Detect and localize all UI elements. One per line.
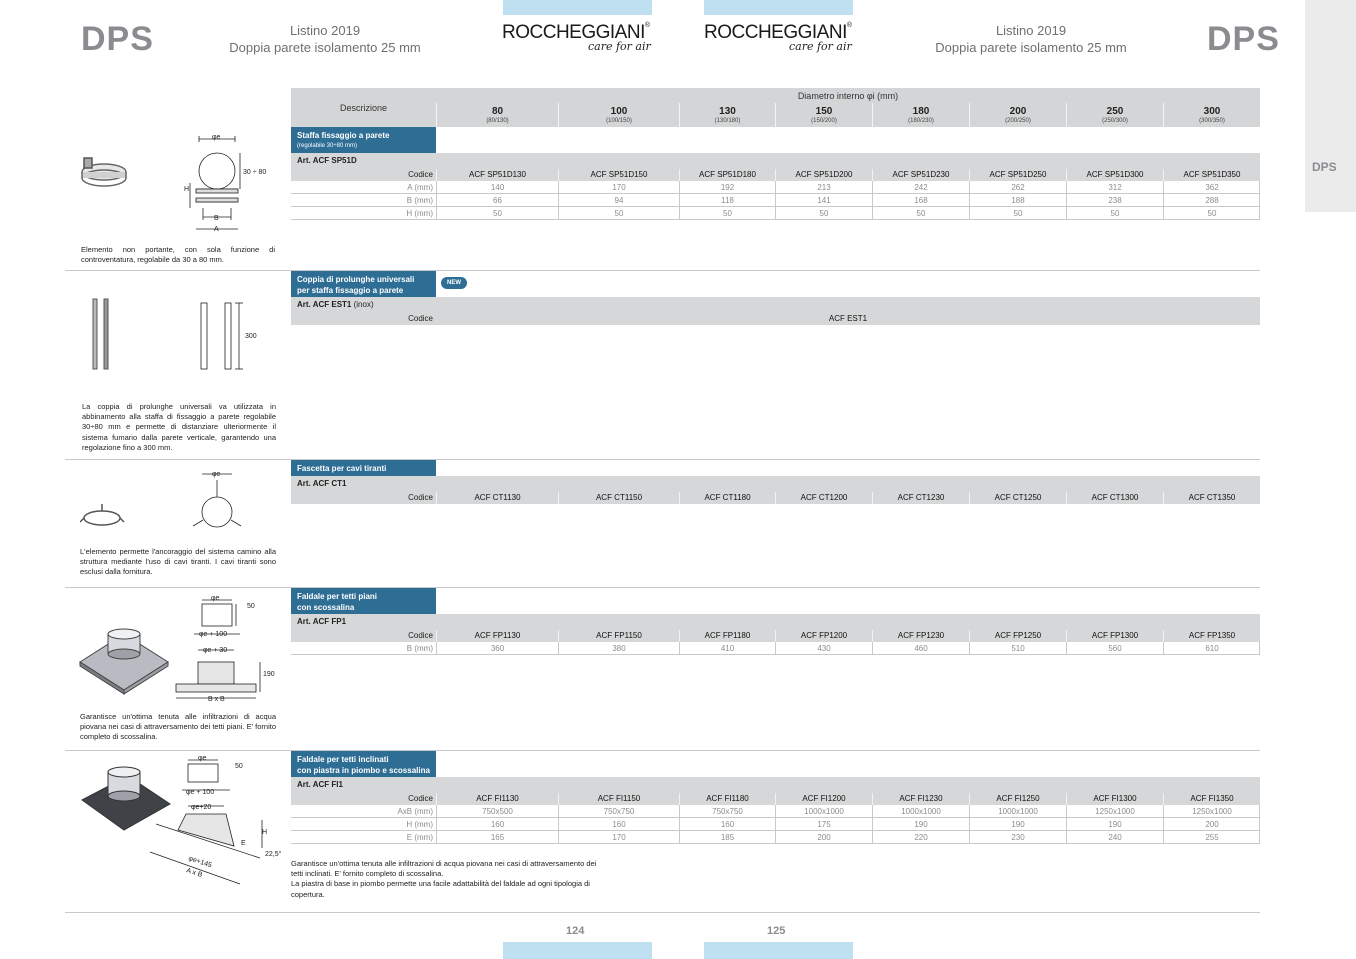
header-column-outer: (80/130) <box>486 118 509 124</box>
section-title-staffa <box>291 127 436 153</box>
header-column-outer: (130/180) <box>714 118 741 124</box>
staffa-codice-cell: ACF SP51D230 <box>872 169 969 181</box>
left-listino-year: Listino 2019 <box>289 23 361 38</box>
fascetta-drawing <box>193 474 241 527</box>
faldale_piani-codice-cell: ACF FP1150 <box>558 630 679 642</box>
faldale_inclinati-dim-cell: 1000x1000 <box>775 805 872 818</box>
faldale-inclinati-codice-label: Codice <box>408 794 433 803</box>
staffa-dim-cell: 50 <box>679 207 775 220</box>
header-column <box>872 103 969 127</box>
header-column-outer: (180/230) <box>908 118 934 124</box>
faldale_inclinati-codice-cell: ACF FI1230 <box>872 793 969 805</box>
faldale_inclinati-dim-cell: 1250x1000 <box>1066 805 1163 818</box>
header-column-outer: (250/300) <box>1102 118 1128 124</box>
staffa-codice-cell: ACF SP51D350 <box>1163 169 1260 181</box>
prolunghe-art-suffix: (inox) <box>353 300 374 309</box>
faldale-piani-art: Art. ACF FP1 <box>297 617 347 626</box>
faldale-piani-dim-30: φe + 30 <box>203 647 228 654</box>
faldale-piani-dim-bxb: B x B <box>208 696 225 703</box>
faldale_piani-codice-cell: ACF FP1230 <box>872 630 969 642</box>
faldale_piani-dim-cell: 460 <box>872 642 969 655</box>
fascetta-codice-cell: ACF CT1230 <box>872 492 969 504</box>
prolunghe-photo <box>93 299 108 369</box>
fascetta-codice-cell: ACF CT1180 <box>679 492 775 504</box>
faldale-inclinati-title-line2: con piastra in piombo e scossalina <box>297 766 430 775</box>
faldale_inclinati-codice-cell: ACF FI1350 <box>1163 793 1260 805</box>
header-column-outer: (200/250) <box>1005 118 1031 124</box>
faldale_inclinati-codice-cell: ACF FI1130 <box>436 793 558 805</box>
section-title-fascetta <box>291 460 436 476</box>
faldale-piani-illustration <box>78 592 288 707</box>
faldale-inclinati-dim-e: E <box>241 840 246 847</box>
faldale_piani-codice-cell: ACF FP1200 <box>775 630 872 642</box>
faldale-piani-dim-190: 190 <box>263 671 275 678</box>
faldale_piani-codice-cell: ACF FP1250 <box>969 630 1066 642</box>
staffa-dim-h: H <box>184 186 190 193</box>
faldale-piani-photo <box>80 629 168 694</box>
staffa-codice-cell: ACF SP51D300 <box>1066 169 1163 181</box>
header-column-diameter: 200 <box>1009 106 1027 117</box>
staffa-dim-label: H (mm) <box>406 209 433 218</box>
separator-4 <box>65 750 1260 751</box>
header-diametro: Diametro interno φi (mm) <box>436 88 1260 103</box>
faldale-piani-dim-phi: φe <box>211 595 220 602</box>
fascetta-photo <box>80 504 124 525</box>
faldale-inclinati-photo <box>82 767 170 830</box>
fascetta-codice-cell: ACF CT1250 <box>969 492 1066 504</box>
faldale-inclinati-dim-50: 50 <box>235 763 243 770</box>
faldale-inclinati-desc-line1: Garantisce un'ottima tenuta alle infiltrazioni di acqua piovana nei casi di attraversamento dei <box>291 859 597 868</box>
faldale-piani-dim-50: 50 <box>247 603 255 610</box>
left-listino <box>215 22 435 56</box>
fascetta-codice-cell: ACF CT1200 <box>775 492 872 504</box>
staffa-dim-cell: 362 <box>1163 181 1260 194</box>
header-column-diameter: 250 <box>1106 106 1124 117</box>
staffa-title: Staffa fissaggio a parete <box>297 131 390 140</box>
faldale-piani-title-line1: Faldale per tetti piani <box>297 592 378 601</box>
faldale_piani-dim-label: B (mm) <box>406 644 433 653</box>
fascetta-codice-label: Codice <box>408 493 433 502</box>
staffa-dim-border <box>1259 194 1260 207</box>
brand-mark: ® <box>846 22 852 29</box>
side-tab <box>1305 0 1356 212</box>
staffa-codice-cell: ACF SP51D150 <box>558 169 679 181</box>
faldale_inclinati-codice-cell: ACF FI1150 <box>558 793 679 805</box>
staffa-description: Elemento non portante, con sola funzione di controventatura, regolabile da 30 a 80 mm. <box>81 245 275 265</box>
side-tab-label: DPS <box>1312 160 1337 174</box>
faldale_inclinati-dim-cell: 190 <box>969 818 1066 831</box>
prolunghe-description: La coppia di prolunghe universali va utilizzata in abbinamento alla staffa di fissaggio a parete regolabile 30÷80 mm e permette di distanziare ulteriormente il sistema fumario dalla parete verticale, garantendo una regolazione fino a 300 mm. <box>82 402 276 452</box>
bottom-tab-left <box>503 942 652 959</box>
faldale-inclinati-dim-145: φe+145 <box>187 855 213 870</box>
page-number-right: 125 <box>767 925 786 937</box>
faldale_piani-codice-cell: ACF FP1180 <box>679 630 775 642</box>
faldale-inclinati-dim-20: φe+20 <box>191 804 212 811</box>
header-column <box>558 103 679 127</box>
faldale_inclinati-dim-cell: 160 <box>558 818 679 831</box>
staffa-dim-range: 30 ÷ 80 <box>243 169 267 176</box>
faldale-piani-description: Garantisce un'ottima tenuta alle infiltrazioni di acqua piovana nei casi di attraversamento dei tetti piani. E' fornito completo di scossalina. <box>80 712 276 742</box>
header-column-outer: (150/200) <box>811 118 837 124</box>
faldale_inclinati-codice-cell: ACF FI1300 <box>1066 793 1163 805</box>
faldale_inclinati-dim-border <box>1259 805 1260 818</box>
faldale_inclinati-dim-label: H (mm) <box>406 820 433 829</box>
fascetta-art: Art. ACF CT1 <box>297 479 347 488</box>
staffa-dim-cell: 168 <box>872 194 969 207</box>
faldale_inclinati-dim-cell: 1250x1000 <box>1163 805 1260 818</box>
faldale_inclinati-codice-cell: ACF FI1200 <box>775 793 872 805</box>
staffa-dim-cell: 188 <box>969 194 1066 207</box>
faldale_inclinati-dim-cell: 175 <box>775 818 872 831</box>
header-column-diameter: 100 <box>610 106 628 117</box>
fascetta-illustration <box>80 466 280 536</box>
faldale_piani-dim-cell: 380 <box>558 642 679 655</box>
header-column-diameter: 150 <box>815 106 833 117</box>
right-listino-year: Listino 2019 <box>995 23 1067 38</box>
faldale_inclinati-dim-cell: 750x500 <box>436 805 558 818</box>
faldale_inclinati-dim-label: E (mm) <box>406 833 433 842</box>
faldale_inclinati-dim-cell: 1000x1000 <box>872 805 969 818</box>
header-column-diameter: 130 <box>719 106 736 117</box>
header-column-diameter: 80 <box>491 106 504 117</box>
staffa-dim-cell: 213 <box>775 181 872 194</box>
page-number-left: 124 <box>566 925 585 937</box>
faldale_piani-dim-cell: 610 <box>1163 642 1260 655</box>
header-column <box>679 103 775 127</box>
faldale_inclinati-dim-cell: 190 <box>872 818 969 831</box>
brand-mark: ® <box>644 22 650 29</box>
header-column <box>775 103 872 127</box>
staffa-dim-label: A (mm) <box>407 183 433 192</box>
staffa-dim-phi: φe <box>212 134 221 141</box>
brand-tagline: care for air <box>588 40 651 53</box>
header-column <box>1163 103 1260 127</box>
faldale_inclinati-dim-cell: 185 <box>679 831 775 844</box>
faldale-inclinati-desc-line3: La piastra di base in piombo permette una facile adattabilità del faldale ad ogni tipologia di <box>291 879 590 889</box>
staffa-dim-border <box>1259 207 1260 220</box>
staffa-dim-a: A <box>214 226 219 233</box>
faldale-inclinati-dim-phi: φe <box>198 755 207 762</box>
staffa-dim-cell: 50 <box>872 207 969 220</box>
faldale_inclinati-codice-cell: ACF FI1180 <box>679 793 775 805</box>
section-title-faldale-inclinati <box>291 751 436 777</box>
faldale_inclinati-dim-cell: 160 <box>679 818 775 831</box>
faldale_inclinati-dim-cell: 220 <box>872 831 969 844</box>
faldale-inclinati-desc-line4: copertura. <box>291 889 325 899</box>
staffa-dim-cell: 192 <box>679 181 775 194</box>
staffa-dim-cell: 288 <box>1163 194 1260 207</box>
staffa-art: Art. ACF SP51D <box>297 156 357 165</box>
staffa-codice-cell: ACF SP51D250 <box>969 169 1066 181</box>
separator-1 <box>65 270 1260 271</box>
faldale_piani-dim-cell: 560 <box>1066 642 1163 655</box>
right-series-code: DPS <box>1207 20 1280 58</box>
staffa-dim-cell: 66 <box>436 194 558 207</box>
staffa-dim-cell: 50 <box>558 207 679 220</box>
header-column-outer: (100/150) <box>606 118 632 124</box>
top-tab-left <box>503 0 652 15</box>
separator-2 <box>65 459 1260 460</box>
prolunghe-codice: ACF EST1 <box>828 314 868 323</box>
faldale_piani-dim-cell: 410 <box>679 642 775 655</box>
staffa-dim-cell: 50 <box>969 207 1066 220</box>
prolunghe-art-code: Art. ACF EST1 <box>297 300 352 309</box>
staffa-illustration <box>78 128 278 236</box>
top-tab-right <box>704 0 853 15</box>
header-column <box>1066 103 1163 127</box>
faldale_inclinati-dim-border <box>1259 818 1260 831</box>
staffa-dim-cell: 50 <box>1163 207 1260 220</box>
faldale-inclinati-title-line1: Faldale per tetti inclinati <box>297 755 389 764</box>
staffa-dim-border <box>1259 181 1260 194</box>
section-title-prolunghe <box>291 271 436 297</box>
faldale_inclinati-dim-cell: 750x750 <box>558 805 679 818</box>
staffa-subtitle: (regolabile 30÷80 mm) <box>297 143 357 149</box>
separator-5 <box>65 912 1260 913</box>
faldale_piani-dim-cell: 430 <box>775 642 872 655</box>
faldale-inclinati-art: Art. ACF FI1 <box>297 780 343 789</box>
staffa-codice-cell: ACF SP51D180 <box>679 169 775 181</box>
new-badge: NEW <box>441 277 467 289</box>
prolunghe-title-line2: per staffa fissaggio a parete <box>297 286 404 295</box>
faldale_inclinati-dim-cell: 230 <box>969 831 1066 844</box>
header-column-diameter: 180 <box>912 106 930 117</box>
fascetta-codice-cell: ACF CT1300 <box>1066 492 1163 504</box>
staffa-dim-cell: 50 <box>775 207 872 220</box>
header-descrizione: Descrizione <box>291 88 436 127</box>
staffa-dim-label: B (mm) <box>406 196 433 205</box>
fascetta-dim-phi: φe <box>212 471 221 478</box>
fascetta-codice-cell: ACF CT1150 <box>558 492 679 504</box>
fascetta-codice-cell: ACF CT1350 <box>1163 492 1260 504</box>
prolunghe-drawing <box>201 303 243 369</box>
prolunghe-art-row <box>291 297 1260 325</box>
brand-name: ROCCHEGGIANI <box>704 22 847 43</box>
fascetta-description: L'elemento permette l'ancoraggio del sistema camino alla struttura mediante l'uso di cavi tiranti. I cavi tiranti sono esclusi dalla fornitura. <box>80 547 276 577</box>
prolunghe-illustration <box>85 293 285 375</box>
faldale_piani-dim-cell: 360 <box>436 642 558 655</box>
bottom-tab-right <box>704 942 853 959</box>
staffa-dim-cell: 140 <box>436 181 558 194</box>
faldale-inclinati-dim-100: φe + 100 <box>186 789 215 796</box>
staffa-codice-cell: ACF SP51D130 <box>436 169 558 181</box>
faldale_piani-codice-cell: ACF FP1350 <box>1163 630 1260 642</box>
faldale-piani-codice-label: Codice <box>408 631 433 640</box>
separator-3 <box>65 587 1260 588</box>
faldale_inclinati-codice-cell: ACF FI1250 <box>969 793 1066 805</box>
header-column <box>969 103 1066 127</box>
faldale-inclinati-dim-h: H <box>262 829 268 836</box>
faldale_inclinati-dim-cell: 160 <box>436 818 558 831</box>
staffa-dim-cell: 94 <box>558 194 679 207</box>
faldale_inclinati-dim-cell: 255 <box>1163 831 1260 844</box>
staffa-dim-b: B <box>214 215 219 222</box>
faldale-inclinati-desc-line2: tetti inclinati. E' fornito completo di scossalina. <box>291 869 444 879</box>
faldale-inclinati-dim-angle: 22,5° <box>265 851 282 858</box>
staffa-dim-cell: 312 <box>1066 181 1163 194</box>
prolunghe-codice-label: Codice <box>408 314 433 323</box>
prolunghe-dim-300: 300 <box>245 333 257 340</box>
faldale_piani-dim-cell: 510 <box>969 642 1066 655</box>
prolunghe-title-line1: Coppia di prolunghe universali <box>297 275 415 284</box>
faldale_piani-codice-cell: ACF FP1130 <box>436 630 558 642</box>
staffa-dim-cell: 141 <box>775 194 872 207</box>
left-series-code: DPS <box>81 20 154 58</box>
faldale_inclinati-dim-cell: 190 <box>1066 818 1163 831</box>
faldale_inclinati-dim-cell: 200 <box>775 831 872 844</box>
faldale_inclinati-dim-cell: 750x750 <box>679 805 775 818</box>
right-listino-desc: Doppia parete isolamento 25 mm <box>935 40 1127 55</box>
staffa-photo <box>82 158 126 186</box>
brand-name: ROCCHEGGIANI <box>502 22 645 43</box>
header-column-outer: (300/350) <box>1199 118 1225 124</box>
brand-tagline: care for air <box>789 40 852 53</box>
header-column-diameter: 300 <box>1203 106 1221 117</box>
faldale_inclinati-dim-cell: 200 <box>1163 818 1260 831</box>
faldale-inclinati-illustration <box>78 752 290 894</box>
faldale_piani-dim-border <box>1259 642 1260 655</box>
faldale-piani-title-line2: con scossalina <box>297 603 355 612</box>
header-column <box>436 103 558 127</box>
fascetta-codice-cell: ACF CT1130 <box>436 492 558 504</box>
faldale_inclinati-dim-border <box>1259 831 1260 844</box>
faldale-inclinati-description <box>291 859 651 900</box>
faldale_piani-codice-cell: ACF FP1300 <box>1066 630 1163 642</box>
faldale-inclinati-dim-axb: A x B <box>185 867 204 879</box>
staffa-dim-cell: 242 <box>872 181 969 194</box>
staffa-dim-cell: 238 <box>1066 194 1163 207</box>
staffa-dim-cell: 50 <box>436 207 558 220</box>
staffa-dim-cell: 118 <box>679 194 775 207</box>
faldale_inclinati-dim-cell: 170 <box>558 831 679 844</box>
right-listino <box>921 22 1141 56</box>
staffa-codice-label: Codice <box>408 170 433 179</box>
left-listino-desc: Doppia parete isolamento 25 mm <box>229 40 421 55</box>
prolunghe-art <box>297 300 374 309</box>
faldale_inclinati-dim-cell: 240 <box>1066 831 1163 844</box>
fascetta-title: Fascetta per cavi tiranti <box>297 464 387 473</box>
staffa-dim-cell: 170 <box>558 181 679 194</box>
staffa-codice-cell: ACF SP51D200 <box>775 169 872 181</box>
faldale_inclinati-dim-cell: 165 <box>436 831 558 844</box>
faldale_inclinati-dim-cell: 1000x1000 <box>969 805 1066 818</box>
staffa-dim-cell: 50 <box>1066 207 1163 220</box>
faldale-piani-dim-100: φe + 100 <box>199 631 228 638</box>
staffa-dim-cell: 262 <box>969 181 1066 194</box>
section-title-faldale-piani <box>291 588 436 614</box>
faldale_inclinati-dim-label: AxB (mm) <box>397 807 433 816</box>
